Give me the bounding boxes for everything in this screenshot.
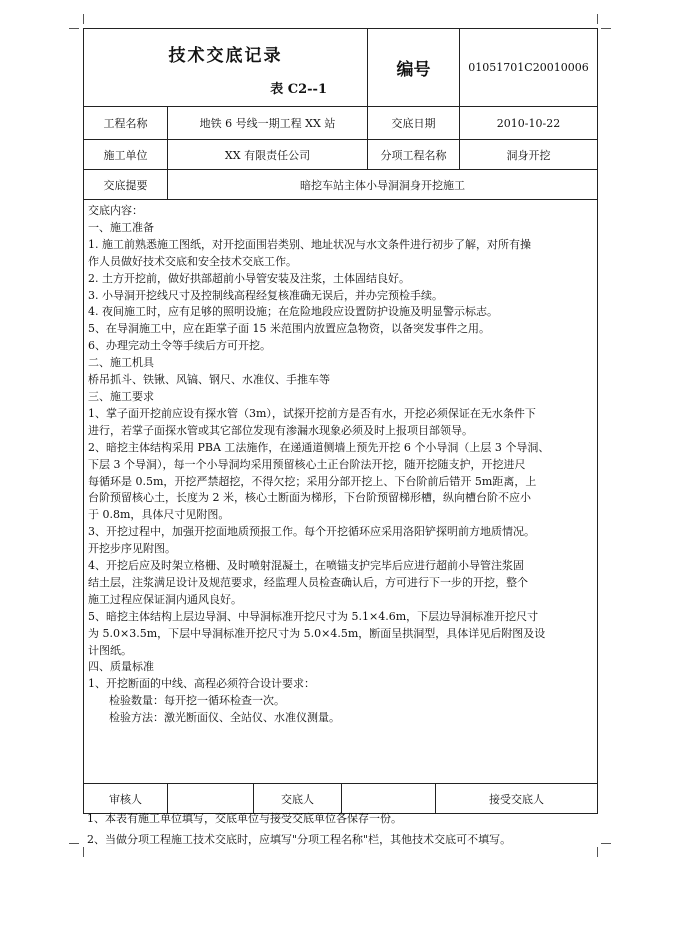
content-line: 检验数量：每开挖一循环检查一次。 (109, 694, 285, 708)
header-row (84, 29, 598, 107)
summary-value: 暗挖车站主体小导洞洞身开挖施工 (168, 170, 598, 200)
content-line: 交底内容： (88, 204, 143, 217)
footnote: 1、本表有施工单位填写，交底单位与接受交底单位各保存一份。 (87, 812, 402, 825)
date-value: 2010-10-22 (460, 107, 598, 140)
reviewer-label: 审核人 (84, 784, 168, 814)
content-line: 台阶预留核心土，长度为 2 米，核心土断面为梯形，下台阶预留梯形槽，纵向槽台阶不应小 (88, 491, 531, 505)
content-line: 每循环是 0.5m，开挖严禁超挖，不得欠挖；采用分部开挖上、下台阶前后错开 5m距离，上 (88, 474, 537, 488)
code-label-cell (368, 29, 460, 107)
briefer-label: 交底人 (254, 784, 342, 814)
content-line: 进行，若掌子面探水管或其它部位发现有渗漏水现象必须及时上报项目部领导。 (88, 423, 473, 437)
unit-value: XX 有限责任公司 (168, 140, 368, 170)
content-line: 于 0.8m，具体尺寸见附图。 (88, 508, 230, 522)
content-line: 检验方法：激光断面仪、全站仪、水准仪测量。 (109, 711, 340, 725)
content-line: 4. 夜间施工时，应有足够的照明设施；在危险地段应设置防护设施及明显警示标志。 (88, 305, 498, 319)
content-line: 下层 3 个导洞），每一个小导洞均采用预留核心土正台阶法开挖，随开挖随支护，开挖进尺 (88, 457, 526, 471)
content-cell (84, 200, 598, 784)
summary-label: 交底提要 (84, 170, 168, 200)
title-cell (84, 29, 368, 107)
form-title: 技术交底记录 (168, 45, 283, 66)
content-line: 二、施工机具 (88, 356, 154, 370)
project-row (84, 107, 598, 140)
content-row (84, 200, 598, 784)
project-name-value: 地铁 6 号线一期工程 XX 站 (168, 107, 368, 140)
unit-row (84, 140, 598, 170)
content-line: 一、施工准备 (88, 220, 154, 234)
unit-label: 施工单位 (84, 140, 168, 170)
project-name-label: 工程名称 (84, 107, 168, 140)
content-line: 三、施工要求 (88, 389, 154, 403)
content-line: 施工过程应保证洞内通风良好。 (88, 592, 242, 606)
summary-row (84, 170, 598, 200)
receiver-label: 接受交底人 (489, 792, 544, 806)
content-line: 2. 土方开挖前，做好拱部超前小导管安装及注浆，土体固结良好。 (88, 271, 410, 285)
footnotes (87, 808, 511, 850)
content-line: 4、开挖后应及时架立格栅、及时喷射混凝土，在喷锚支护完毕后应进行超前小导管注浆固 (88, 559, 524, 573)
content-line: 1、掌子面开挖前应设有探水管（3m），试探开挖前方是否有水，开挖必须保证在无水条件下 (88, 406, 536, 420)
subproject-label: 分项工程名称 (368, 140, 460, 170)
content-line: 开挖步序见附图。 (88, 542, 176, 556)
content-line: 作人员做好技术交底和安全技术交底工作。 (88, 254, 297, 268)
code-label: 编号 (396, 60, 431, 80)
form-number: 表 C2--1 (270, 81, 327, 97)
content-line: 3、开挖过程中，加强开挖面地质预报工作。每个开挖循环应采用洛阳铲探明前方地质情况。 (88, 525, 535, 539)
footnote: 2、当做分项工程施工技术交底时，应填写"分项工程名称"栏，其他技术交底可不填写。 (87, 833, 512, 846)
content-line: 桥吊抓斗、铁锹、风镐、钢尺、水准仪、手推车等 (88, 373, 330, 387)
record-form (83, 28, 598, 814)
content-line: 为 5.0×3.5m，下层中导洞标准开挖尺寸为 5.0×4.5m，断面呈拱洞型，具体详见后附图及设 (88, 626, 546, 640)
content-line: 5、暗挖主体结构上层边导洞、中导洞标准开挖尺寸为 5.1×4.6m，下层边导洞标准开挖尺寸 (88, 609, 539, 623)
code-value-cell (460, 29, 598, 107)
content-line: 四、质量标准 (88, 660, 154, 674)
content-line: 2、暗挖主体结构采用 PBA 工法施作，在递通道侧墙上预先开挖 6 个小导洞（上层 3 个导洞、 (88, 440, 550, 454)
date-label: 交底日期 (368, 107, 460, 140)
content-line: 6、办理完动土令等手续后方可开挖。 (88, 339, 271, 353)
code-value: 01051701C20010006 (468, 61, 589, 74)
content-line: 1、开挖断面的中线、高程必须符合设计要求： (88, 677, 315, 691)
content-line: 结土层，注浆满足设计及规范要求，经监理人员检查确认后，方可进行下一步的开挖，整个 (88, 575, 528, 589)
content-line: 计图纸。 (88, 643, 132, 657)
content-line: 1. 施工前熟悉施工图纸，对开挖面围岩类别、地址状况与水文条件进行初步了解，对所有操 (88, 237, 531, 251)
subproject-value: 洞身开挖 (460, 140, 598, 170)
content-line: 5、在导洞施工中，应在距掌子面 15 米范围内放置应急物资，以备突发事件之用。 (88, 322, 490, 336)
content-line: 3. 小导洞开挖线尺寸及控制线高程经复核准确无误后，并办完预检手续。 (88, 288, 443, 302)
